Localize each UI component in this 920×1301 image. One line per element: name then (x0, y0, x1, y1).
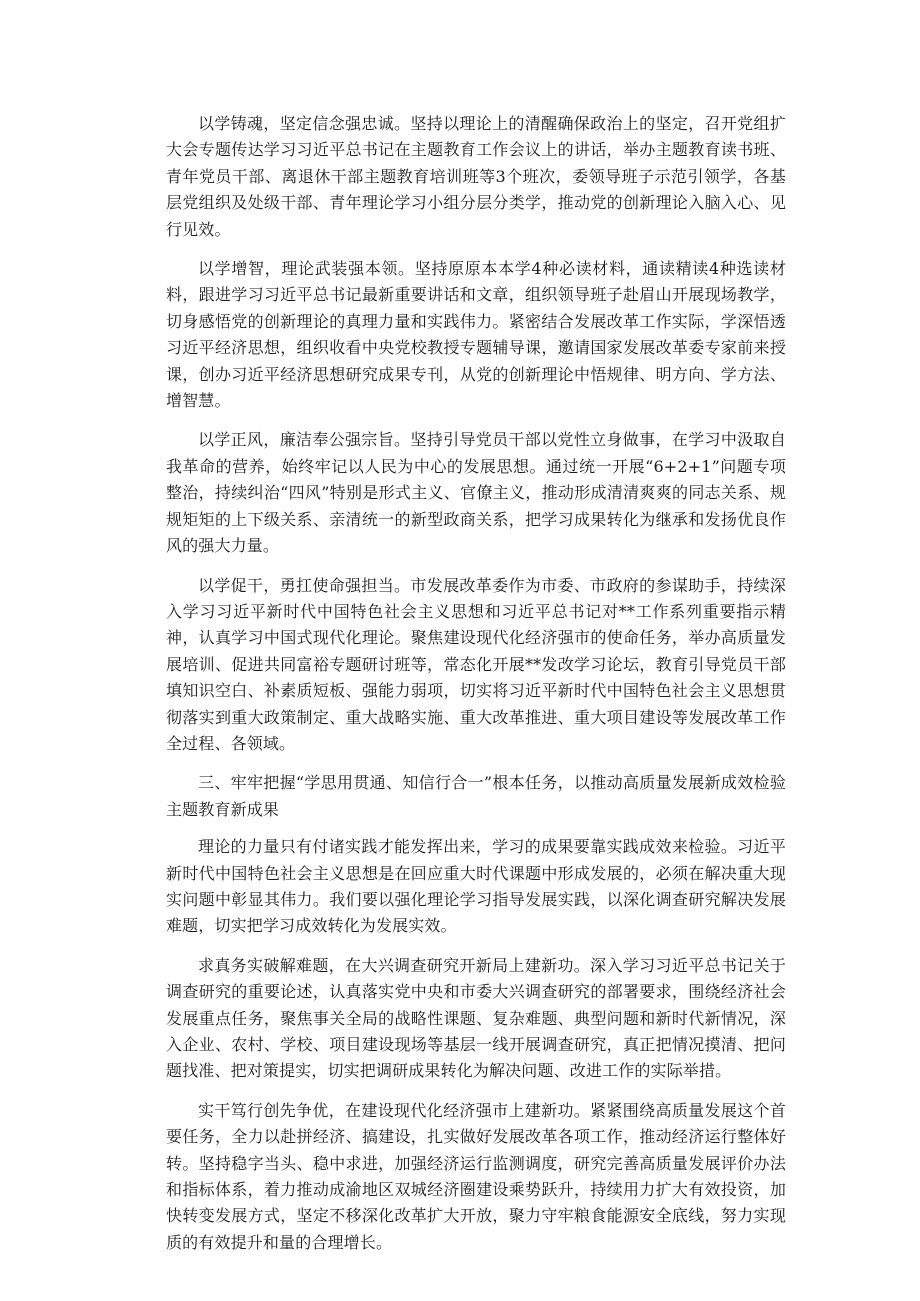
section-heading-three: 三、牢牢把握“学思用贯通、知信行合一”根本任务，以推动高质量发展新成效检验主题教育新成果 (166, 773, 786, 819)
document-body (166, 111, 786, 1269)
paragraph-economic-city: 实干笃行创先争优，在建设现代化经济强市上建新功。紧紧围绕高质量发展这个首要任务，全力以赴拼经济、搞建设，扎实做好发展改革各项工作，推动经济运行整体好转。坚持稳字当头、稳中求进，加强经济运行监测调度，研究完善高质量发展评价办法和指标体系，着力推动成渝地区双城经济圈建设乘势跃升，持续用力扩大有效投资，加快转变发展方式，坚定不移深化改革扩大开放，聚力守牢粮食能源安全底线，努力实现质的有效提升和量的合理增长。 (166, 1100, 786, 1252)
paragraph-study-wisdom: 以学增智，理论武装强本领。坚持原原本本学4种必读材料，通读精读4种选读材料，跟进学习习近平总书记最新重要讲话和文章，组织领导班子赴眉山开展现场教学，切身感悟党的创新理论的真理力量和实践伟力。紧密结合发展改革工作实际，学深悟透习近平经济思想，组织收看中央党校教授专题辅导课，邀请国家发展改革委专家前来授课，创办习近平经济思想研究成果专刊，从党的创新理论中悟规律、明方向、学方法、增智慧。 (166, 259, 786, 411)
paragraph-study-soul: 以学铸魂，坚定信念强忠诚。坚持以理论上的清醒确保政治上的坚定，召开党组扩大会专题传达学习习近平总书记在主题教育工作会议上的讲话，举办主题教育读书班、青年党员干部、离退休干部主题教育培训班等3个班次，委领导班子示范引领学，各基层党组织及处级干部、青年理论学习小组分层分类学，推动党的创新理论入脑入心、见行见效。 (166, 114, 786, 239)
paragraph-investigation: 求真务实破解难题，在大兴调查研究开新局上建新功。深入学习习近平总书记关于调查研究的重要论述，认真落实党中央和市委大兴调查研究的部署要求，围绕经济社会发展重点任务，聚焦事关全局的战略性课题、复杂难题、典型问题和新时代新情况，深入企业、农村、学校、项目建设现场等基层一线开展调查研究，真正把情况摸清、把问题找准、把对策提实，切实把调研成果转化为解决问题、改进工作的实际举措。 (166, 955, 786, 1081)
paragraph-study-action: 以学促干，勇扛使命强担当。市发展改革委作为市委、市政府的参谋助手，持续深入学习习近平新时代中国特色社会主义思想和习近平总书记对**工作系列重要指示精神，认真学习中国式现代化理论。聚焦建设现代化经济强市的使命任务，举办高质量发展培训、促进共同富裕专题研讨班等，常态化开展**发改学习论坛，教育引导党员干部填知识空白、补素质短板、强能力弱项，切实将习近平新时代中国特色社会主义思想贯彻落实到重大政策制定、重大战略实施、重大改革推进、重大项目建设等发展改革工作全过程、各领域。 (166, 575, 786, 753)
paragraph-theory-practice: 理论的力量只有付诸实践才能发挥出来，学习的成果要靠实践成效来检验。习近平新时代中国特色社会主义思想是在回应重大时代课题中形成发展的，必须在解决重大现实问题中彰显其伟力。我们要以强化理论学习指导发展实践，以深化调查研究解决发展难题，切实把学习成效转化为发展实效。 (166, 837, 786, 936)
paragraph-study-style: 以学正风，廉洁奉公强宗旨。坚持引导党员干部以党性立身做事，在学习中汲取自我革命的营养，始终牢记以人民为中心的发展思想。通过统一开展“6+2+1”问题专项整治，持续纠治“四风”特别是形式主义、官僚主义，推动形成清清爽爽的同志关系、规规矩矩的上下级关系、亲清统一的新型政商关系，把学习成果转化为继承和发扬优良作风的强大力量。 (166, 430, 786, 556)
